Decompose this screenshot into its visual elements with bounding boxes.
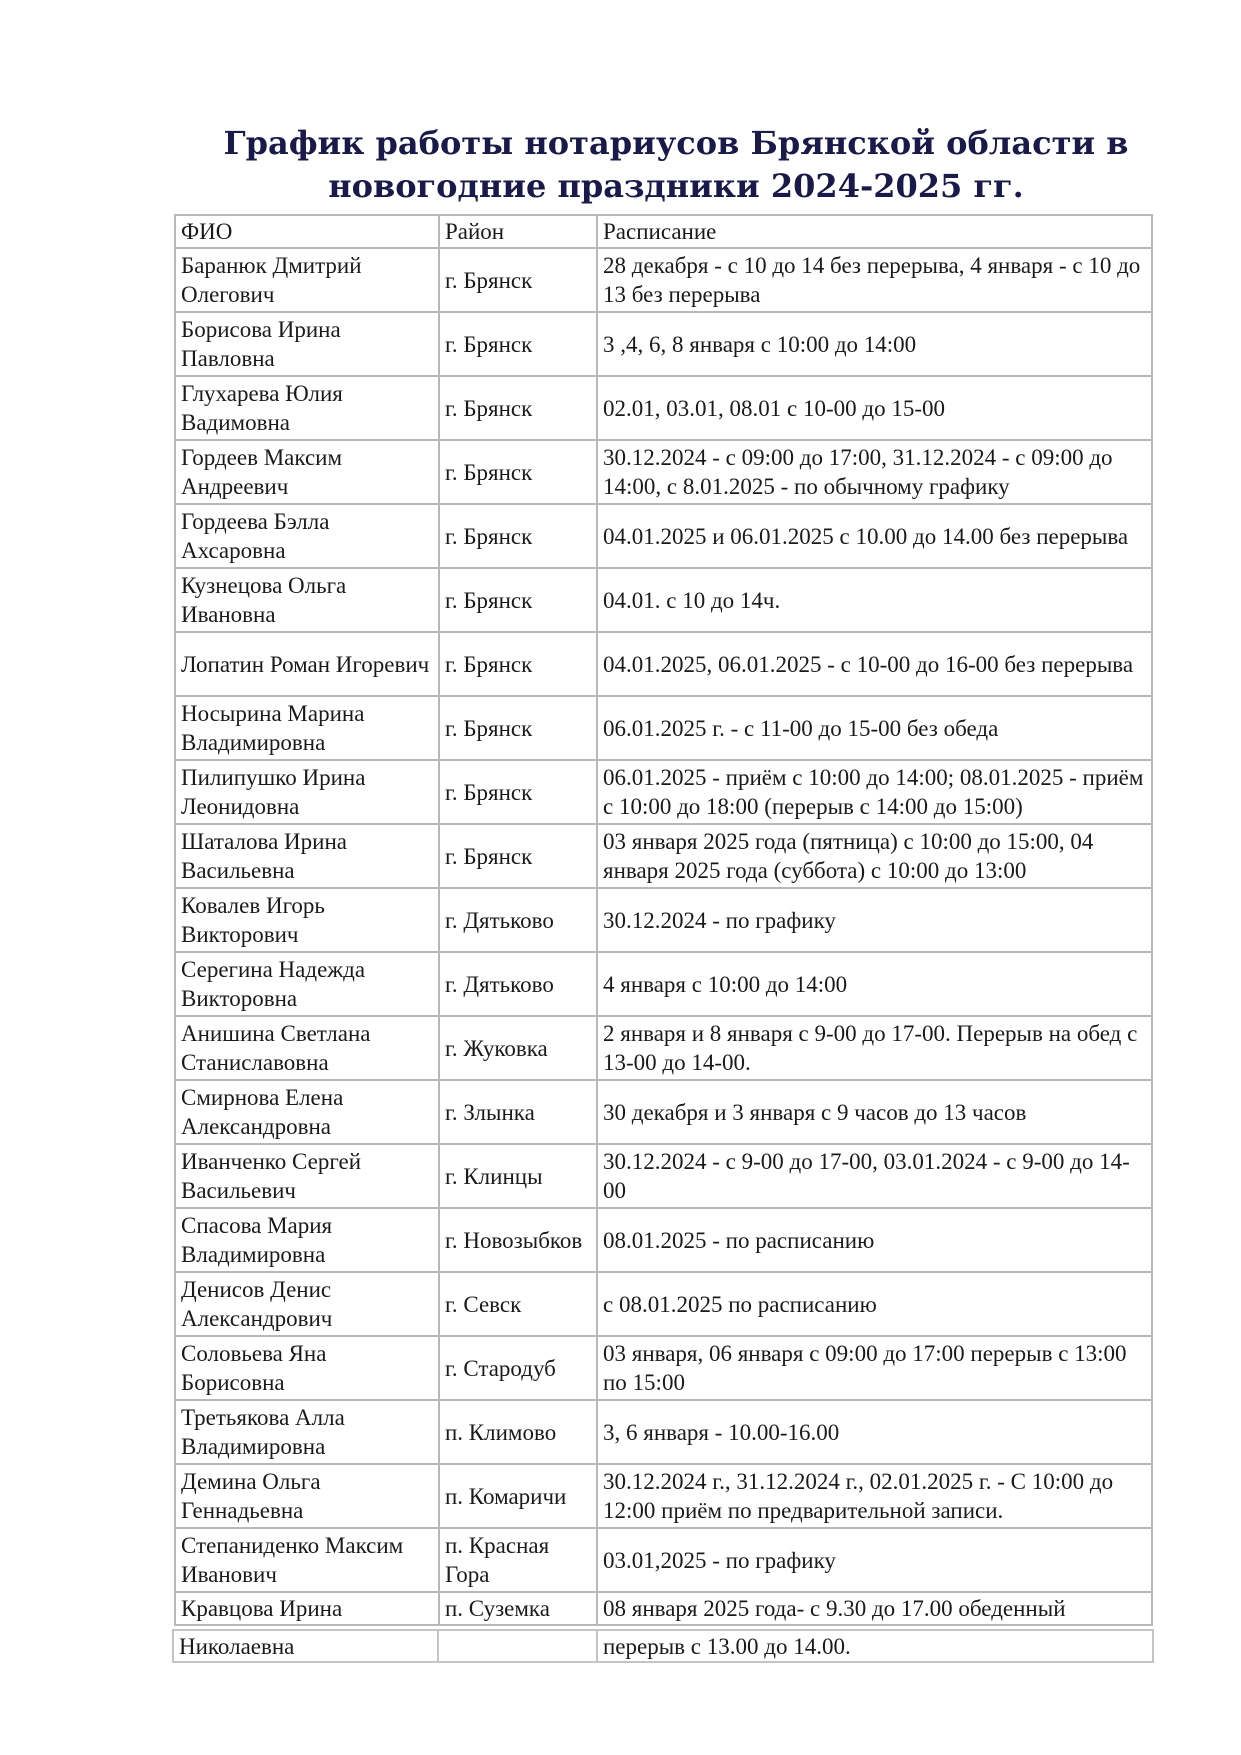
cell-schedule: 30.12.2024 - с 9-00 до 17-00, 03.01.2024 - с 9-00 до 14-00 (597, 1144, 1152, 1208)
cell-schedule: 06.01.2025 - приём с 10:00 до 14:00; 08.01.2025 - приём с 10:00 до 18:00 (перерыв с 14:00 до 15:00) (597, 760, 1152, 824)
cell-schedule: 4 января с 10:00 до 14:00 (597, 952, 1152, 1016)
cell-schedule: 3, 6 января - 10.00-16.00 (597, 1400, 1152, 1464)
cell-district: п. Климово (439, 1400, 597, 1464)
cell-district: г. Севск (439, 1272, 597, 1336)
table-row (175, 440, 1152, 504)
cell-name: Гордеев Максим Андреевич (175, 440, 439, 504)
cell-district: п. Суземка (439, 1592, 597, 1625)
cell-name: Соловьева Яна Борисовна (175, 1336, 439, 1400)
table-header-row (175, 215, 1152, 248)
title-line-1: График работы нотариусов Брянской области в (223, 124, 1129, 162)
cell-district: г. Брянск (439, 824, 597, 888)
cell-name: Баранюк Дмитрий Олегович (175, 248, 439, 312)
cell-district: г. Жуковка (439, 1016, 597, 1080)
cell-district: г. Брянск (439, 312, 597, 376)
cell-name: Пилипушко Ирина Леонидовна (175, 760, 439, 824)
cell-name: Иванченко Сергей Васильевич (175, 1144, 439, 1208)
cell-district: г. Брянск (439, 248, 597, 312)
table-row (175, 376, 1152, 440)
table-row (175, 696, 1152, 760)
table-row (175, 632, 1152, 696)
cell-district: г. Брянск (439, 504, 597, 568)
table-row (175, 1464, 1152, 1528)
cell-schedule: 2 января и 8 января с 9-00 до 17-00. Перерыв на обед с 13-00 до 14-00. (597, 1016, 1152, 1080)
notary-schedule-table (174, 214, 1153, 1626)
page-title (176, 122, 1176, 208)
table-row-last (175, 1592, 1152, 1625)
cell-district: г. Брянск (439, 760, 597, 824)
cell-name: Анишина Светлана Станиславовна (175, 1016, 439, 1080)
cell-district: г. Брянск (439, 376, 597, 440)
header-schedule: Расписание (597, 215, 1152, 248)
cell-schedule: 02.01, 03.01, 08.01 с 10-00 до 15-00 (597, 376, 1152, 440)
cell-name: Спасова Мария Владимировна (175, 1208, 439, 1272)
cell-schedule: 04.01. с 10 до 14ч. (597, 568, 1152, 632)
cell-schedule: 30.12.2024 - с 09:00 до 17:00, 31.12.2024 - с 09:00 до 14:00, с 8.01.2025 - по обычному графику (597, 440, 1152, 504)
table-row (175, 1336, 1152, 1400)
cell-district: г. Клинцы (439, 1144, 597, 1208)
cell-name: Третьякова Алла Владимировна (175, 1400, 439, 1464)
cell-schedule: 30.12.2024 - по графику (597, 888, 1152, 952)
table-row (175, 568, 1152, 632)
cell-district: п. Красная Гора (439, 1528, 597, 1592)
table-row (175, 952, 1152, 1016)
cell-schedule: 30 декабря и 3 января с 9 часов до 13 часов (597, 1080, 1152, 1144)
title-line-2: новогодние праздники 2024-2025 гг. (328, 167, 1024, 205)
cell-schedule: 30.12.2024 г., 31.12.2024 г., 02.01.2025 г. - С 10:00 до 12:00 приём по предварительной записи. (597, 1464, 1152, 1528)
cell-schedule: 06.01.2025 г. - с 11-00 до 15-00 без обеда (597, 696, 1152, 760)
table-row (175, 824, 1152, 888)
cell-name: Серегина Надежда Викторовна (175, 952, 439, 1016)
table-row (175, 1080, 1152, 1144)
table-row (175, 504, 1152, 568)
cell-schedule: 08 января 2025 года- с 9.30 до 17.00 обеденный (597, 1592, 1152, 1625)
cell-schedule: 08.01.2025 - по расписанию (597, 1208, 1152, 1272)
cell-district: г. Брянск (439, 696, 597, 760)
cell-name: Демина Ольга Геннадьевна (175, 1464, 439, 1528)
cell-district: г. Дятьково (439, 888, 597, 952)
cell-schedule: 03 января 2025 года (пятница) с 10:00 до 15:00, 04 января 2025 года (суббота) с 10:00 до 13:00 (597, 824, 1152, 888)
cell-name: Кравцова Ирина (175, 1592, 439, 1625)
header-name: ФИО (175, 215, 439, 248)
table-row (175, 1272, 1152, 1336)
cell-district: г. Брянск (439, 632, 597, 696)
cell-district: п. Комаричи (439, 1464, 597, 1528)
table-row (175, 1528, 1152, 1592)
continuation-table (172, 1629, 1154, 1663)
table-row (175, 760, 1152, 824)
table-row (175, 1400, 1152, 1464)
cell-schedule: 03 января, 06 января с 09:00 до 17:00 перерыв с 13:00 по 15:00 (597, 1336, 1152, 1400)
cell-name: Кузнецова Ольга Ивановна (175, 568, 439, 632)
cell-district (438, 1630, 597, 1662)
cell-name: Носырина Марина Владимировна (175, 696, 439, 760)
continuation-row (173, 1630, 1153, 1662)
cell-schedule: 28 декабря - с 10 до 14 без перерыва, 4 января - с 10 до 13 без перерыва (597, 248, 1152, 312)
table-row (175, 1016, 1152, 1080)
cell-schedule: 04.01.2025, 06.01.2025 - с 10-00 до 16-00 без перерыва (597, 632, 1152, 696)
cell-district: г. Дятьково (439, 952, 597, 1016)
table-body (175, 215, 1152, 1625)
cell-name: Гордеева Бэлла Ахсаровна (175, 504, 439, 568)
table-row (175, 1208, 1152, 1272)
cell-schedule: 03.01,2025 - по графику (597, 1528, 1152, 1592)
cell-district: г. Стародуб (439, 1336, 597, 1400)
cell-schedule: с 08.01.2025 по расписанию (597, 1272, 1152, 1336)
cell-name: Шаталова Ирина Васильевна (175, 824, 439, 888)
cell-name: Борисова Ирина Павловна (175, 312, 439, 376)
cell-name: Николаевна (173, 1630, 438, 1662)
cell-name: Ковалев Игорь Викторович (175, 888, 439, 952)
cell-name: Глухарева Юлия Вадимовна (175, 376, 439, 440)
cell-name: Степаниденко Максим Иванович (175, 1528, 439, 1592)
cell-district: г. Брянск (439, 568, 597, 632)
table-row (175, 248, 1152, 312)
cell-name: Лопатин Роман Игоревич (175, 632, 439, 696)
cell-schedule: 3 ,4, 6, 8 января с 10:00 до 14:00 (597, 312, 1152, 376)
cell-district: г. Злынка (439, 1080, 597, 1144)
cell-schedule: перерыв с 13.00 до 14.00. (597, 1630, 1153, 1662)
table-row (175, 312, 1152, 376)
cell-schedule: 04.01.2025 и 06.01.2025 с 10.00 до 14.00 без перерыва (597, 504, 1152, 568)
header-district: Район (439, 215, 597, 248)
cell-district: г. Новозыбков (439, 1208, 597, 1272)
table-row (175, 1144, 1152, 1208)
cell-name: Денисов Денис Александрович (175, 1272, 439, 1336)
table-row (175, 888, 1152, 952)
cell-name: Смирнова Елена Александровна (175, 1080, 439, 1144)
cell-district: г. Брянск (439, 440, 597, 504)
